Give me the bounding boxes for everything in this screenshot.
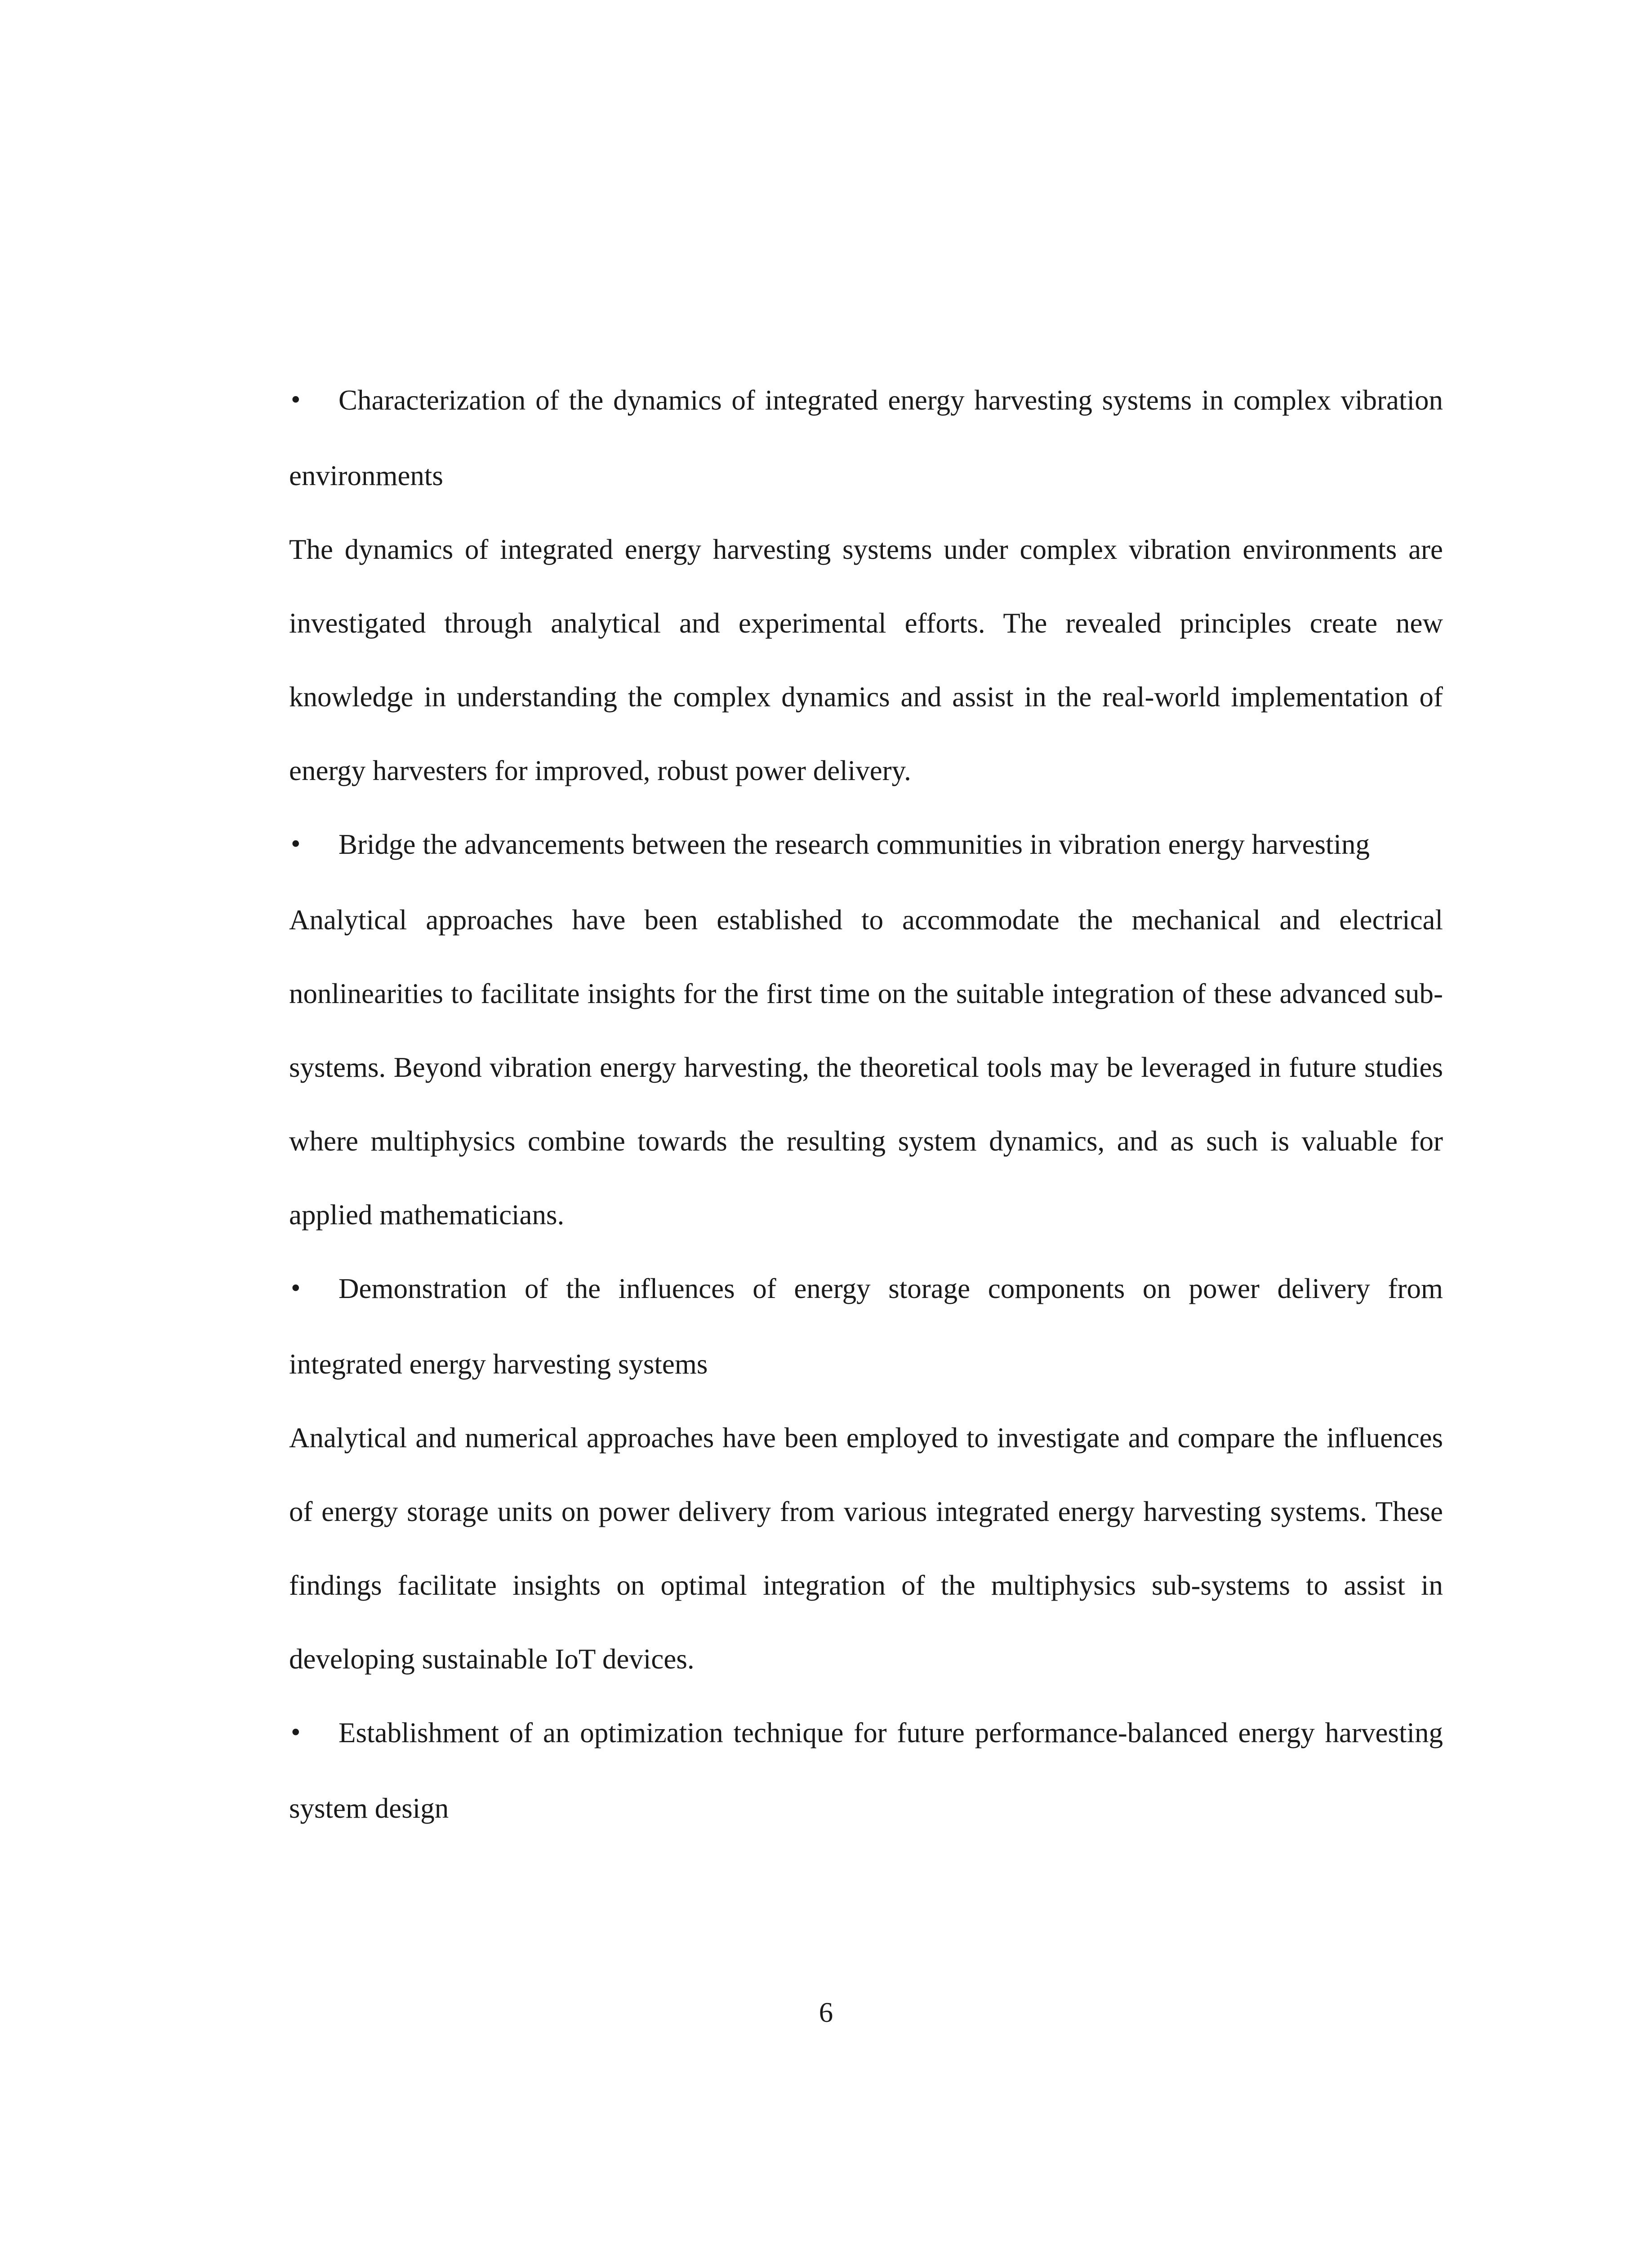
bullet-icon: • [289, 1720, 303, 1746]
paragraph-1: The dynamics of integrated energy harvesting systems under complex vibration environments are investigated through analytical and experimental efforts. The revealed principles create new knowledge in understanding the complex dynamics and assist in the real-world implementation of energy harvesters for improved, robust power delivery. [289, 534, 1443, 786]
bullet-heading-2 [289, 807, 1443, 883]
page-number: 6 [819, 1997, 833, 2028]
bullet-icon: • [289, 1276, 303, 1302]
bullet-heading-1 [289, 363, 1443, 513]
paragraph-3: Analytical and numerical approaches have been employed to investigate and compare the influences of energy storage units on power delivery from various integrated energy harvesting systems. These findings facilitate insights on optimal integration of the multiphysics sub-systems to assist in developing sustainable IoT devices. [289, 1422, 1443, 1675]
bullet-icon: • [289, 387, 303, 413]
bullet-heading-text: Bridge the advancements between the research communities in vibration energy harvesting [338, 829, 1370, 860]
bullet-heading-4 [289, 1696, 1443, 1845]
page-content [289, 363, 1443, 1845]
bullet-icon: • [289, 831, 303, 857]
bullet-heading-text: Establishment of an optimization technique for future performance-balanced energy harvesting system design [289, 1717, 1443, 1824]
bullet-heading-text: Demonstration of the influences of energy storage components on power delivery from integrated energy harvesting systems [289, 1273, 1443, 1380]
bullet-heading-text: Characterization of the dynamics of integrated energy harvesting systems in complex vibration environments [289, 384, 1443, 491]
paragraph-2: Analytical approaches have been established to accommodate the mechanical and electrical nonlinearities to facilitate insights for the first time on the suitable integration of these advanced sub-systems. Beyond vibration energy harvesting, the theoretical tools may be leveraged in future studies where multiphysics combine towards the resulting system dynamics, and as such is valuable for applied mathematicians. [289, 904, 1443, 1231]
bullet-heading-3 [289, 1252, 1443, 1401]
